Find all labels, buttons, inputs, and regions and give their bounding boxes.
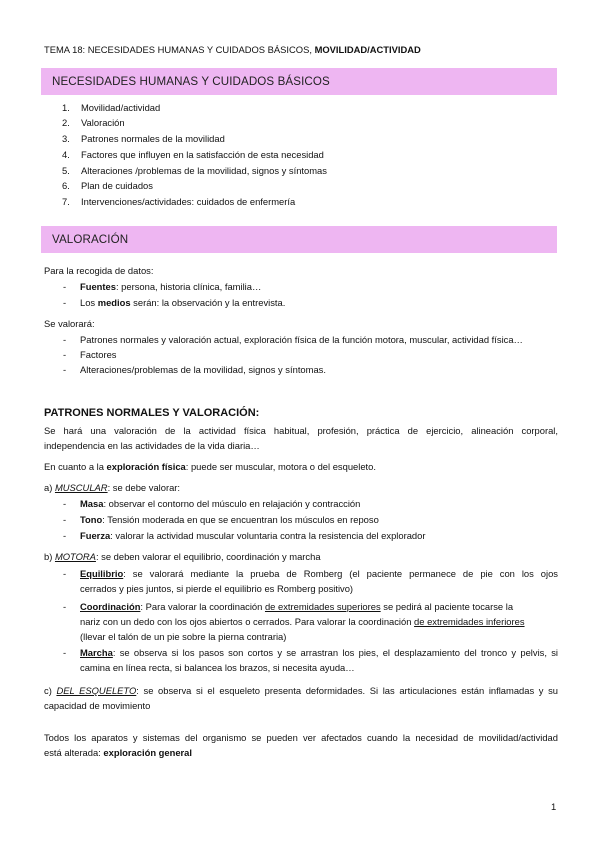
final-line-2 [44,747,192,759]
item-rest: : Tensión moderada en que se encuentran los músculos en reposo [102,514,379,525]
label: b) [44,551,55,562]
list-text: Alteraciones/problemas de la movilidad, signos y síntomas. [80,364,326,375]
list-text [80,281,261,293]
list-number: 3. [62,133,70,144]
subsection-title: MUSCULAR [54,482,108,493]
list-text: Intervenciones/actividades: cuidados de enfermería [81,196,296,207]
dash-bullet: - [63,281,67,292]
text-span: : se debe valorar: [107,482,181,493]
coordinacion-line-3: (llevar el talón de un pie sobre la pierna contraria) [80,631,287,642]
item-rest: : persona, historia clínica, familia… [115,281,262,292]
coordinacion-line-2 [80,616,525,628]
equilibrio-line-1 [80,568,558,580]
item-bold: Fuerza [80,530,111,541]
dash-bullet: - [63,364,67,375]
list-text: Patrones normales de la movilidad [81,133,225,144]
dash-bullet: - [63,568,67,579]
dash-bullet: - [63,297,67,308]
text-span: nariz con un dedo con los ojos abiertos o cerrados. Para valorar la coordinación [80,616,415,627]
text-span: : se deben valorar el equilibrio, coordinación y marcha [95,551,321,562]
list-text [80,514,379,526]
list-text: Factores [80,349,117,360]
marcha-line-1 [80,647,558,659]
item-pre: Los [80,297,98,308]
list-number: 2. [62,117,70,128]
list-number: 4. [62,149,70,160]
header-bold: MOVILIDAD/ACTIVIDAD [314,44,421,55]
item-rest: : observar el contorno del músculo en relajación y contracción [103,498,361,509]
coordinacion-line-1 [80,601,513,613]
item-bold: Marcha [80,647,113,658]
text-span: está alterada: [44,747,104,758]
dash-bullet: - [63,334,67,345]
subsection-c-line-2: capacidad de movimiento [44,700,151,711]
text-span: : se observa si los pasos son cortos y se arrastran los pies, el desplazamiento del tronco y pelvis, si [112,647,558,658]
item-rest: serán: la observación y la entrevista. [130,297,286,308]
item-bold: medios [97,297,131,308]
intro-text: Para la recogida de datos: [44,265,154,276]
document-header [44,44,421,56]
subsection-title: MOTORA [54,551,96,562]
marcha-line-2: camina en línea recta, si balancea los brazos, si necesita ayuda… [80,662,355,673]
text-bold: exploración física [106,461,186,472]
paragraph-line: Se hará una valoración de la actividad física habitual, profesión, práctica de ejercicio, alineación corporal, [44,425,558,436]
valorara-label: Se valorará: [44,318,95,329]
section-title: NECESIDADES HUMANAS Y CUIDADOS BÁSICOS [52,75,330,88]
text-span: : se observa si el esqueleto presenta deformidades. Si las articulaciones están inflamadas y su [136,685,558,696]
dash-bullet: - [63,349,67,360]
underlined-text: de extremidades superiores [264,601,381,612]
list-number: 6. [62,180,70,191]
section-band-necesidades [41,68,557,95]
dash-bullet: - [63,530,67,541]
item-rest: : valorar la actividad muscular voluntaria contra la resistencia del explorador [110,530,426,541]
subsection-b [44,551,321,563]
dash-bullet: - [63,514,67,525]
label: a) [44,482,55,493]
item-bold: Fuentes [80,281,116,292]
section-title: VALORACIÓN [52,233,129,246]
list-text: Factores que influyen en la satisfacción de esta necesidad [81,149,324,160]
final-line-1: Todos los aparatos y sistemas del organismo se pueden ver afectados cuando la necesidad de movilidad/actividad [44,732,558,743]
section-heading: PATRONES NORMALES Y VALORACIÓN: [44,407,260,419]
equilibrio-line-2: cerrados y pies juntos, si pierde el equilibrio es Romberg positivo) [80,583,354,594]
text-bold: exploración general [103,747,192,758]
item-bold: Tono [80,514,103,525]
item-bold: Equilibrio [80,568,124,579]
list-number: 5. [62,165,70,176]
item-bold: Masa [80,498,104,509]
text-span: En cuanto a la [44,461,107,472]
list-text: Movilidad/actividad [81,102,161,113]
list-text: Valoración [81,117,125,128]
list-text: Alteraciones /problemas de la movilidad, signos y síntomas [81,165,327,176]
dash-bullet: - [63,498,67,509]
dash-bullet: - [63,601,67,612]
paragraph-line: independencia en las actividades de la vida diaria… [44,440,260,451]
list-text [80,530,425,542]
underlined-text: de extremidades inferiores [414,616,525,627]
text-span: se pedirá al paciente tocarse la [380,601,514,612]
list-text: Plan de cuidados [81,180,153,191]
section-band-valoracion [41,226,557,253]
list-text [80,498,360,510]
list-text [80,297,285,309]
page-number: 1 [551,801,557,812]
dash-bullet: - [63,647,67,658]
list-number: 1. [62,102,70,113]
item-bold: Coordinación [80,601,141,612]
header-prefix: TEMA 18: NECESIDADES HUMANAS Y CUIDADOS BÁSICOS, [44,44,315,55]
text-span: : se valorará mediante la prueba de Romberg (el paciente permanece de pie con los ojos [123,568,558,579]
text-span: : puede ser muscular, motora o del esqueleto. [185,461,376,472]
subsection-a [44,482,180,494]
list-text: Patrones normales y valoración actual, exploración física de la función motora, muscular, actividad física… [80,334,523,345]
subsection-c-line-1 [44,685,558,697]
label: c) [44,685,57,696]
subsection-title: DEL ESQUELETO [56,685,137,696]
exploracion-line [44,461,376,473]
text-span: : Para valorar la coordinación [140,601,265,612]
list-number: 7. [62,196,70,207]
